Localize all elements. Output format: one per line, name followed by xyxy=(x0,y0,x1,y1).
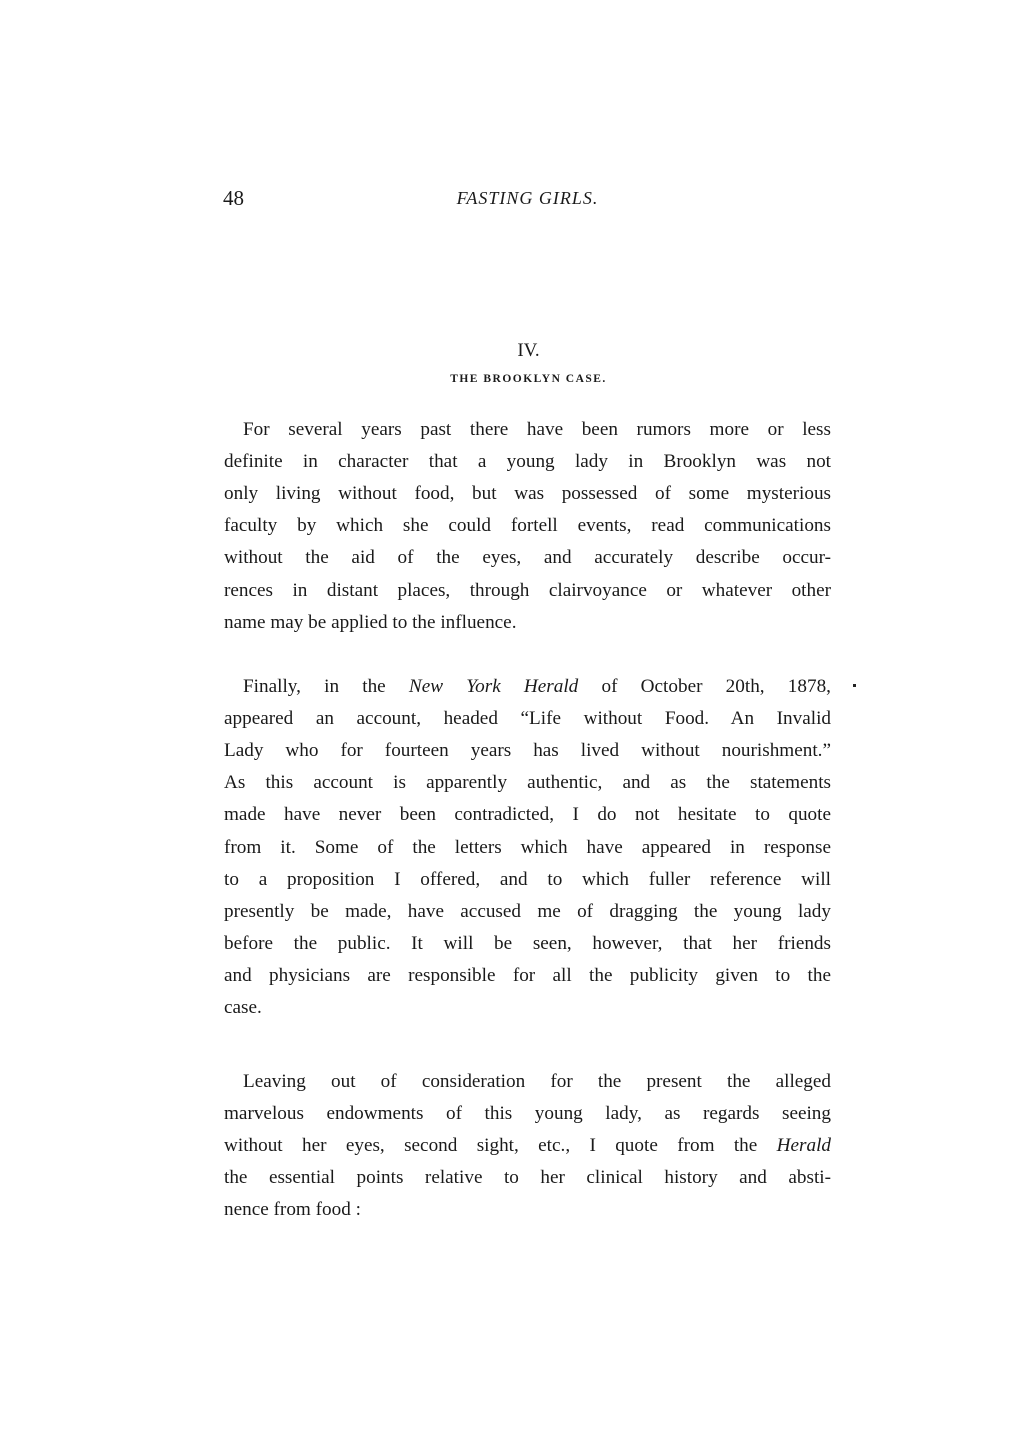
text-segment: before the public. It will be seen, however, that her friends xyxy=(224,932,831,954)
text-line xyxy=(243,675,831,699)
text-line xyxy=(224,450,831,474)
text-segment: only living without food, but was possessed of some mysterious xyxy=(224,483,831,505)
scan-speck xyxy=(853,684,856,687)
text-line xyxy=(224,707,831,731)
page-number: 48 xyxy=(223,186,244,210)
text-line xyxy=(224,1198,831,1222)
text-line xyxy=(224,996,831,1020)
text-segment: and physicians are responsible for all the publicity given to the xyxy=(224,964,831,986)
text-segment: Leaving out of consideration for the present the alleged xyxy=(243,1071,831,1092)
text-line xyxy=(224,546,831,570)
text-segment: made have never been contradicted, I do not hesitate to quote xyxy=(224,804,831,826)
italic-title: New York Herald xyxy=(408,676,579,697)
text-line xyxy=(224,514,831,538)
text-line xyxy=(224,932,831,956)
text-line xyxy=(224,836,831,860)
text-segment: of October 20th, 1878, xyxy=(578,676,831,697)
text-line xyxy=(243,1070,831,1094)
text-line xyxy=(224,900,831,924)
text-segment: appeared an account, headed “Life without Food. An Invalid xyxy=(224,708,831,730)
text-line xyxy=(224,771,831,795)
text-line xyxy=(224,1166,831,1190)
chapter-title: THE BROOKLYN CASE. xyxy=(450,373,607,385)
text-line xyxy=(224,1102,831,1126)
running-head: FASTING GIRLS. xyxy=(456,188,599,208)
text-line xyxy=(224,579,831,603)
text-line xyxy=(224,868,831,892)
text-segment: without the aid of the eyes, and accurately describe occur- xyxy=(224,547,831,569)
text-segment: Finally, in the xyxy=(243,676,409,697)
text-line xyxy=(224,1134,831,1158)
text-line xyxy=(224,803,831,827)
text-segment: marvelous endowments of this young lady, as regards seeing xyxy=(224,1103,831,1125)
text-line xyxy=(224,611,831,635)
text-segment: As this account is apparently authentic, and as the statements xyxy=(224,772,831,794)
text-segment: For several years past there have been rumors more or less xyxy=(243,419,831,440)
text-segment: presently be made, have accused me of dragging the young lady xyxy=(224,900,831,922)
chapter-number: IV. xyxy=(517,340,540,361)
text-segment: definite in character that a young lady in Brooklyn was not xyxy=(224,451,831,473)
text-segment: case. xyxy=(224,997,262,1018)
text-segment: to a proposition I offered, and to which fuller reference will xyxy=(224,868,831,890)
text-line xyxy=(224,739,831,763)
text-segment: the essential points relative to her clinical history and absti- xyxy=(224,1167,831,1189)
text-segment: Lady who for fourteen years has lived without nourishment.” xyxy=(224,740,831,762)
text-line xyxy=(224,482,831,506)
text-segment: name may be applied to the influence. xyxy=(224,611,517,633)
italic-title: Herald xyxy=(776,1135,831,1157)
text-segment: without her eyes, second sight, etc., I quote from the xyxy=(224,1135,777,1157)
text-segment: faculty by which she could fortell events, read communications xyxy=(224,515,831,537)
text-segment: nence from food : xyxy=(224,1199,361,1221)
text-segment: rences in distant places, through clairvoyance or whatever other xyxy=(224,579,831,601)
text-line xyxy=(243,418,831,442)
text-segment: from it. Some of the letters which have appeared in response xyxy=(224,836,831,858)
text-line xyxy=(224,964,831,988)
